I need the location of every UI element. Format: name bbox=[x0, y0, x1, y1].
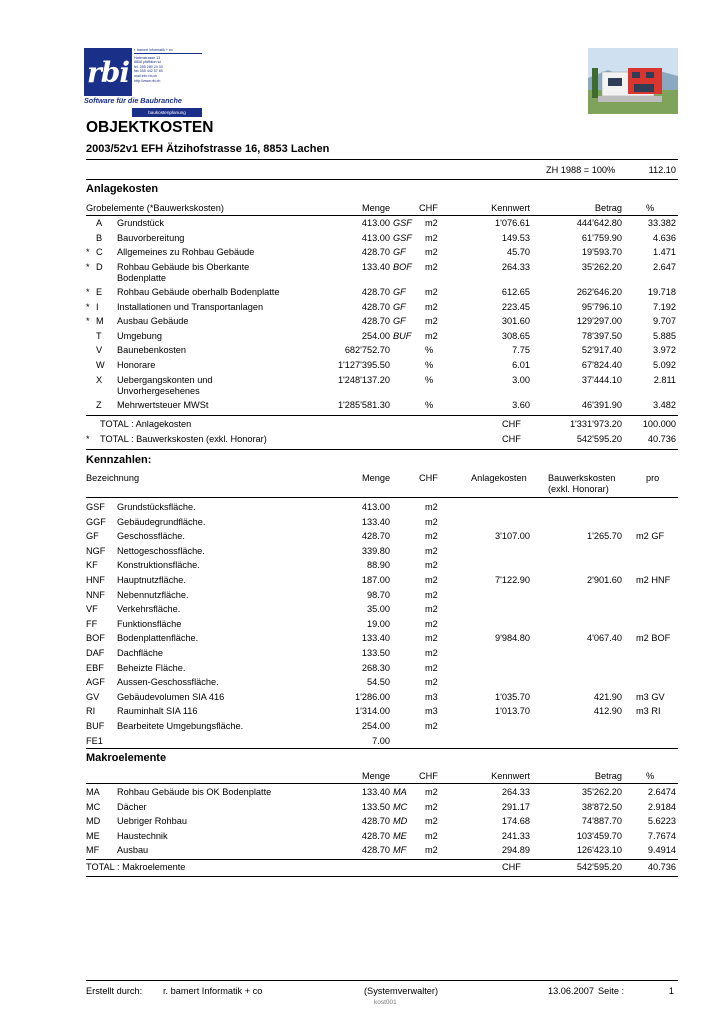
column-header: Betrag bbox=[594, 771, 622, 781]
row-unit: MC bbox=[393, 801, 408, 812]
footer-created-label: Erstellt durch: bbox=[86, 986, 143, 996]
row-code: Z bbox=[96, 399, 102, 410]
row-pro: m3 GV bbox=[636, 691, 665, 702]
row-chf: m2 bbox=[425, 316, 438, 327]
row-unit: GF bbox=[393, 301, 406, 312]
row-menge: 35.00 bbox=[367, 604, 390, 615]
row-kennwert: 223.45 bbox=[501, 301, 530, 312]
row-anlagekosten: 9'984.80 bbox=[495, 633, 530, 644]
header-rule bbox=[86, 783, 678, 784]
row-name: Baunebenkosten bbox=[117, 345, 186, 356]
row-menge: 1'285'581.30 bbox=[337, 399, 390, 410]
row-menge: 428.70 bbox=[361, 247, 390, 258]
row-name: Rohbau Gebäude bis Oberkante bbox=[117, 261, 250, 272]
row-code: T bbox=[96, 330, 102, 341]
total-chf: CHF bbox=[502, 434, 521, 444]
row-menge: 88.90 bbox=[367, 560, 390, 571]
row-code: E bbox=[96, 287, 103, 297]
row-bauwerkskosten: 412.90 bbox=[593, 706, 622, 717]
row-pro: m2 BOF bbox=[636, 633, 671, 644]
company-logo-mark: rbi bbox=[84, 48, 132, 96]
row-kennwert: 241.33 bbox=[501, 830, 530, 841]
row-menge: 19.00 bbox=[367, 618, 390, 629]
row-unit: GF bbox=[393, 287, 406, 297]
row-menge: 1'314.00 bbox=[355, 706, 390, 717]
column-header: Bauwerkskosten bbox=[548, 473, 616, 483]
row-code: HNF bbox=[86, 575, 105, 585]
header-rule bbox=[86, 497, 678, 498]
row-kennwert: 264.33 bbox=[501, 261, 530, 272]
row-percent: 33.382 bbox=[647, 218, 676, 228]
logo-subline: baukostenplanung bbox=[132, 108, 202, 117]
row-betrag: 38'872.50 bbox=[581, 801, 622, 812]
row-code: KF bbox=[86, 560, 98, 571]
row-pro: m2 GF bbox=[636, 531, 665, 542]
row-betrag: 78'397.50 bbox=[581, 330, 622, 341]
row-code: MF bbox=[86, 845, 100, 856]
row-name: Grundstück bbox=[117, 218, 164, 228]
row-menge: 133.40 bbox=[361, 787, 390, 797]
row-betrag: 35'262.20 bbox=[581, 787, 622, 797]
row-chf: m2 bbox=[425, 261, 438, 272]
row-name: Bearbeitete Umgebungsfläche. bbox=[117, 721, 244, 731]
row-bauwerkskosten: 1'265.70 bbox=[587, 531, 622, 542]
row-name: Ausbau Gebäude bbox=[117, 316, 189, 327]
row-chf: % bbox=[425, 374, 434, 385]
row-percent: 5.6223 bbox=[647, 816, 676, 827]
row-kennwert: 301.60 bbox=[501, 316, 530, 327]
row-name: Rohbau Gebäude bis OK Bodenplatte bbox=[117, 787, 272, 797]
row-percent: 7.192 bbox=[653, 301, 676, 312]
row-menge: 133.40 bbox=[361, 633, 390, 644]
totals-rule bbox=[86, 415, 678, 416]
row-code: VF bbox=[86, 604, 98, 615]
row-name: Dächer bbox=[117, 801, 147, 812]
total-percent: 100.000 bbox=[642, 419, 676, 429]
row-chf: m2 bbox=[425, 721, 438, 731]
row-unit: ME bbox=[393, 830, 407, 841]
row-chf: % bbox=[425, 345, 434, 356]
index-rule bbox=[86, 179, 678, 180]
row-code: BOF bbox=[86, 633, 105, 644]
kennzahlen-heading: Kennzahlen: bbox=[86, 454, 152, 466]
footer-page-number: 1 bbox=[668, 986, 674, 996]
index-value: 112.10 bbox=[648, 165, 676, 175]
row-code: EBF bbox=[86, 662, 104, 673]
logo-address bbox=[134, 56, 202, 84]
total-label: TOTAL : Makroelemente bbox=[86, 862, 186, 872]
column-header: pro bbox=[646, 473, 660, 483]
row-chf: m2 bbox=[425, 575, 438, 585]
total-betrag: 542'595.20 bbox=[576, 434, 622, 444]
row-chf: m2 bbox=[425, 287, 438, 297]
totals-rule bbox=[86, 859, 678, 860]
total-chf: CHF bbox=[502, 419, 521, 429]
row-name: Hauptnutzfläche. bbox=[117, 575, 186, 585]
row-menge: 133.50 bbox=[361, 801, 390, 812]
row-unit: GSF bbox=[393, 218, 412, 228]
row-name: Gebäudevolumen SIA 416 bbox=[117, 691, 225, 702]
row-name: Bauvorbereitung bbox=[117, 232, 185, 243]
row-percent: 3.482 bbox=[653, 399, 676, 410]
row-menge: 1'127'395.50 bbox=[337, 360, 390, 370]
row-name: Installationen und Transportanlagen bbox=[117, 301, 264, 312]
row-code: C bbox=[96, 247, 103, 258]
total-betrag: 1'331'973.20 bbox=[569, 419, 622, 429]
row-chf: m2 bbox=[425, 560, 438, 571]
row-unit: BUF bbox=[393, 330, 412, 341]
row-code: GSF bbox=[86, 502, 105, 512]
row-percent: 2.647 bbox=[653, 261, 676, 272]
row-code: GGF bbox=[86, 516, 106, 527]
row-name: Rauminhalt SIA 116 bbox=[117, 706, 198, 717]
row-name: Nebennutzfläche. bbox=[117, 589, 189, 600]
section-rule bbox=[86, 748, 678, 749]
row-menge: 428.70 bbox=[361, 316, 390, 327]
row-betrag: 129'297.00 bbox=[576, 316, 622, 327]
logo-address-line: fax 055 442 57 69 bbox=[134, 69, 163, 74]
footer-page-label: Seite : bbox=[598, 986, 625, 996]
footer-rule bbox=[86, 980, 678, 981]
row-unit: MA bbox=[393, 787, 407, 797]
row-pro: m3 RI bbox=[636, 706, 661, 717]
row-chf: m2 bbox=[425, 218, 438, 228]
row-betrag: 19'593.70 bbox=[581, 247, 622, 258]
row-menge: 133.40 bbox=[361, 516, 390, 527]
page-title: OBJEKTKOSTEN bbox=[86, 119, 214, 136]
column-header: Menge bbox=[362, 771, 391, 781]
logo-address-line: Hafenstrasse 13 bbox=[134, 55, 161, 60]
total-chf: CHF bbox=[502, 862, 521, 872]
row-name: Funktionsfläche bbox=[117, 618, 182, 629]
row-menge: 254.00 bbox=[361, 721, 390, 731]
row-code: FF bbox=[86, 618, 98, 629]
row-betrag: 35'262.20 bbox=[581, 261, 622, 272]
column-header: Kennwert bbox=[491, 203, 530, 213]
row-code: MC bbox=[86, 801, 101, 812]
row-name: Gebäudegrundfläche. bbox=[117, 516, 206, 527]
row-percent: 2.9184 bbox=[647, 801, 676, 812]
row-betrag: 46'391.90 bbox=[581, 399, 622, 410]
row-chf: m2 bbox=[425, 232, 438, 243]
row-unit: BOF bbox=[393, 261, 412, 272]
row-star: * bbox=[86, 287, 90, 297]
row-betrag: 37'444.10 bbox=[581, 374, 622, 385]
row-code: NNF bbox=[86, 589, 105, 600]
total-star: * bbox=[86, 434, 90, 444]
row-menge: 254.00 bbox=[361, 330, 390, 341]
row-name: Uebriger Rohbau bbox=[117, 816, 187, 827]
column-header: Grobelemente (*Bauwerkskosten) bbox=[86, 203, 224, 213]
row-betrag: 67'824.40 bbox=[581, 360, 622, 370]
row-anlagekosten: 1'013.70 bbox=[495, 706, 530, 717]
row-bauwerkskosten: 421.90 bbox=[593, 691, 622, 702]
row-chf: m2 bbox=[425, 677, 438, 688]
row-kennwert: 308.65 bbox=[501, 330, 530, 341]
row-star: * bbox=[86, 261, 90, 272]
logo-tagline: Software für die Baubranche bbox=[84, 96, 182, 105]
row-chf: m2 bbox=[425, 618, 438, 629]
logo-address-line: tel. 055 280 24 00 bbox=[134, 64, 163, 69]
row-unit: MD bbox=[393, 816, 408, 827]
row-kennwert: 291.17 bbox=[501, 801, 530, 812]
row-menge: 1'286.00 bbox=[355, 691, 390, 702]
row-percent: 3.972 bbox=[653, 345, 676, 356]
row-chf: m2 bbox=[425, 247, 438, 258]
column-header: % bbox=[646, 771, 655, 781]
row-bauwerkskosten: 2'901.60 bbox=[587, 575, 622, 585]
column-header: Anlagekosten bbox=[471, 473, 527, 483]
row-betrag: 74'887.70 bbox=[581, 816, 622, 827]
row-name: Aussen-Geschossfläche. bbox=[117, 677, 219, 688]
row-name: Allgemeines zu Rohbau Gebäude bbox=[117, 247, 255, 258]
row-name: Honorare bbox=[117, 360, 156, 370]
row-name: Mehrwertsteuer MWSt bbox=[117, 399, 209, 410]
row-menge: 413.00 bbox=[361, 232, 390, 243]
row-name: Rohbau Gebäude oberhalb Bodenplatte bbox=[117, 287, 280, 297]
row-menge: 98.70 bbox=[367, 589, 390, 600]
row-menge: 133.40 bbox=[361, 261, 390, 272]
row-chf: m2 bbox=[425, 648, 438, 658]
logo-address-line: 8808 pfäffikon sz bbox=[134, 60, 162, 65]
row-kennwert: 1'076.61 bbox=[495, 218, 530, 228]
total-percent: 40.736 bbox=[647, 434, 676, 444]
row-code: ME bbox=[86, 830, 100, 841]
row-chf: m2 bbox=[425, 545, 438, 556]
row-betrag: 52'917.40 bbox=[581, 345, 622, 356]
row-name: Konstruktionsfläche. bbox=[117, 560, 200, 571]
row-code: NGF bbox=[86, 545, 106, 556]
row-pro: m2 HNF bbox=[636, 575, 671, 585]
row-chf: m2 bbox=[425, 531, 438, 542]
row-menge: 428.70 bbox=[361, 531, 390, 542]
row-percent: 19.718 bbox=[647, 287, 676, 297]
section-rule bbox=[86, 876, 678, 877]
row-code: B bbox=[96, 232, 103, 243]
row-chf: m3 bbox=[425, 706, 438, 717]
row-chf: m2 bbox=[425, 816, 438, 827]
row-unit: GF bbox=[393, 247, 406, 258]
row-chf: m2 bbox=[425, 845, 438, 856]
row-menge: 1'248'137.20 bbox=[337, 374, 390, 385]
row-percent: 5.092 bbox=[653, 360, 676, 370]
row-name: Geschossfläche. bbox=[117, 531, 185, 542]
row-anlagekosten: 1'035.70 bbox=[495, 691, 530, 702]
logo-company: r. bamert informatik + co bbox=[134, 48, 202, 54]
row-menge: 133.50 bbox=[361, 648, 390, 658]
total-label: TOTAL : Bauwerkskosten (exkl. Honorar) bbox=[100, 434, 267, 444]
total-label: TOTAL : Anlagekosten bbox=[100, 419, 192, 429]
row-code: BUF bbox=[86, 721, 105, 731]
row-name: Dachfläche bbox=[117, 648, 163, 658]
row-betrag: 95'796.10 bbox=[581, 301, 622, 312]
row-chf: m3 bbox=[425, 691, 438, 702]
row-chf: m2 bbox=[425, 830, 438, 841]
row-name: Haustechnik bbox=[117, 830, 168, 841]
logo-address-line: mail info rbi.ch bbox=[134, 73, 158, 78]
row-percent: 2.6474 bbox=[647, 787, 676, 797]
row-chf: % bbox=[425, 360, 434, 370]
row-chf: m2 bbox=[425, 801, 438, 812]
column-header: Betrag bbox=[594, 203, 622, 213]
row-code: M bbox=[96, 316, 104, 327]
row-betrag: 262'646.20 bbox=[576, 287, 622, 297]
row-star: * bbox=[86, 247, 90, 258]
header-rule bbox=[86, 215, 678, 216]
row-chf: m2 bbox=[425, 633, 438, 644]
total-betrag: 542'595.20 bbox=[576, 862, 622, 872]
row-menge: 413.00 bbox=[361, 502, 390, 512]
row-menge: 428.70 bbox=[361, 287, 390, 297]
row-kennwert: 294.89 bbox=[501, 845, 530, 856]
row-unit: GF bbox=[393, 316, 406, 327]
row-percent: 4.636 bbox=[653, 232, 676, 243]
row-menge: 339.80 bbox=[361, 545, 390, 556]
row-percent: 7.7674 bbox=[647, 830, 676, 841]
row-chf: m2 bbox=[425, 502, 438, 512]
row-name: Umgebung bbox=[117, 330, 162, 341]
column-header: Kennwert bbox=[491, 771, 530, 781]
row-menge: 413.00 bbox=[361, 218, 390, 228]
row-name: Beheizte Fläche. bbox=[117, 662, 186, 673]
row-code: FE1 bbox=[86, 735, 103, 746]
row-name: Grundstücksfläche. bbox=[117, 502, 196, 512]
logo-address-line: http://www.rbi.ch bbox=[134, 78, 161, 83]
row-betrag: 126'423.10 bbox=[576, 845, 622, 856]
footer-role: (Systemverwalter) bbox=[364, 986, 439, 996]
footer-date: 13.06.2007 bbox=[548, 986, 594, 996]
company-logo-info bbox=[132, 48, 202, 96]
row-menge: 54.50 bbox=[367, 677, 390, 688]
row-menge: 268.30 bbox=[361, 662, 390, 673]
row-menge: 428.70 bbox=[361, 816, 390, 827]
row-menge: 428.70 bbox=[361, 830, 390, 841]
row-code: GF bbox=[86, 531, 99, 542]
row-kennwert: 174.68 bbox=[501, 816, 530, 827]
row-star: * bbox=[86, 316, 90, 327]
row-kennwert: 3.00 bbox=[512, 374, 530, 385]
page-subtitle: 2003/52v1 EFH Ätzihofstrasse 16, 8853 Lachen bbox=[86, 143, 330, 155]
row-name-cont: Bodenplatte bbox=[117, 272, 167, 283]
row-code: MD bbox=[86, 816, 101, 827]
column-header: (exkl. Honorar) bbox=[548, 484, 609, 494]
row-betrag: 103'459.70 bbox=[576, 830, 622, 841]
title-rule bbox=[86, 159, 678, 160]
row-bauwerkskosten: 4'067.40 bbox=[587, 633, 622, 644]
column-header: CHF bbox=[419, 771, 438, 781]
row-code: I bbox=[96, 301, 99, 312]
row-chf: m2 bbox=[425, 787, 438, 797]
row-name: Nettogeschossfläche. bbox=[117, 545, 205, 556]
row-chf: m2 bbox=[425, 516, 438, 527]
column-header: Menge bbox=[362, 473, 391, 483]
row-percent: 5.885 bbox=[653, 330, 676, 341]
row-name: Verkehrsfläche. bbox=[117, 604, 181, 615]
row-code: V bbox=[96, 345, 103, 356]
row-menge: 7.00 bbox=[372, 735, 390, 746]
house-photo bbox=[588, 48, 678, 114]
row-code: W bbox=[96, 360, 105, 370]
column-header: Menge bbox=[362, 203, 391, 213]
row-percent: 2.811 bbox=[653, 374, 676, 385]
row-anlagekosten: 3'107.00 bbox=[495, 531, 530, 542]
row-kennwert: 149.53 bbox=[501, 232, 530, 243]
row-chf: m2 bbox=[425, 330, 438, 341]
column-header: % bbox=[646, 203, 655, 213]
row-code: D bbox=[96, 261, 103, 272]
row-name-cont: Unvorhergesehenes bbox=[117, 385, 200, 396]
column-header: CHF bbox=[419, 473, 438, 483]
row-code: AGF bbox=[86, 677, 105, 688]
row-code: MA bbox=[86, 787, 100, 797]
row-percent: 9.707 bbox=[653, 316, 676, 327]
row-code: A bbox=[96, 218, 103, 228]
row-anlagekosten: 7'122.90 bbox=[495, 575, 530, 585]
anlagekosten-heading: Anlagekosten bbox=[86, 183, 159, 195]
section-rule bbox=[86, 449, 678, 450]
row-kennwert: 45.70 bbox=[507, 247, 530, 258]
row-chf: m2 bbox=[425, 589, 438, 600]
row-code: DAF bbox=[86, 648, 105, 658]
row-kennwert: 7.75 bbox=[512, 345, 530, 356]
row-code: GV bbox=[86, 691, 100, 702]
row-kennwert: 264.33 bbox=[501, 787, 530, 797]
row-menge: 428.70 bbox=[361, 301, 390, 312]
row-kennwert: 3.60 bbox=[512, 399, 530, 410]
row-code: X bbox=[96, 374, 103, 385]
row-chf: m2 bbox=[425, 604, 438, 615]
row-kennwert: 612.65 bbox=[501, 287, 530, 297]
footer-report-code: kost001 bbox=[374, 999, 397, 1006]
row-chf: % bbox=[425, 399, 434, 410]
row-menge: 682'752.70 bbox=[344, 345, 390, 356]
row-unit: MF bbox=[393, 845, 407, 856]
column-header: Bezeichnung bbox=[86, 473, 140, 483]
total-percent: 40.736 bbox=[647, 862, 676, 872]
row-star: * bbox=[86, 301, 90, 312]
row-name: Uebergangskonten und bbox=[117, 374, 213, 385]
makroelemente-heading: Makroelemente bbox=[86, 752, 167, 764]
row-name: Bodenplattenfläche. bbox=[117, 633, 199, 644]
row-code: RI bbox=[86, 706, 96, 717]
row-percent: 9.4914 bbox=[647, 845, 676, 856]
row-menge: 428.70 bbox=[361, 845, 390, 856]
footer-created-by: r. bamert Informatik + co bbox=[163, 986, 263, 996]
row-unit: GSF bbox=[393, 232, 412, 243]
column-header: CHF bbox=[419, 203, 438, 213]
row-chf: m2 bbox=[425, 301, 438, 312]
row-betrag: 444'642.80 bbox=[576, 218, 622, 228]
row-name: Ausbau bbox=[117, 845, 149, 856]
row-betrag: 61'759.90 bbox=[581, 232, 622, 243]
row-kennwert: 6.01 bbox=[512, 360, 530, 370]
index-label: ZH 1988 = 100% bbox=[546, 165, 616, 175]
row-chf: m2 bbox=[425, 662, 438, 673]
row-menge: 187.00 bbox=[361, 575, 390, 585]
row-percent: 1.471 bbox=[653, 247, 676, 258]
